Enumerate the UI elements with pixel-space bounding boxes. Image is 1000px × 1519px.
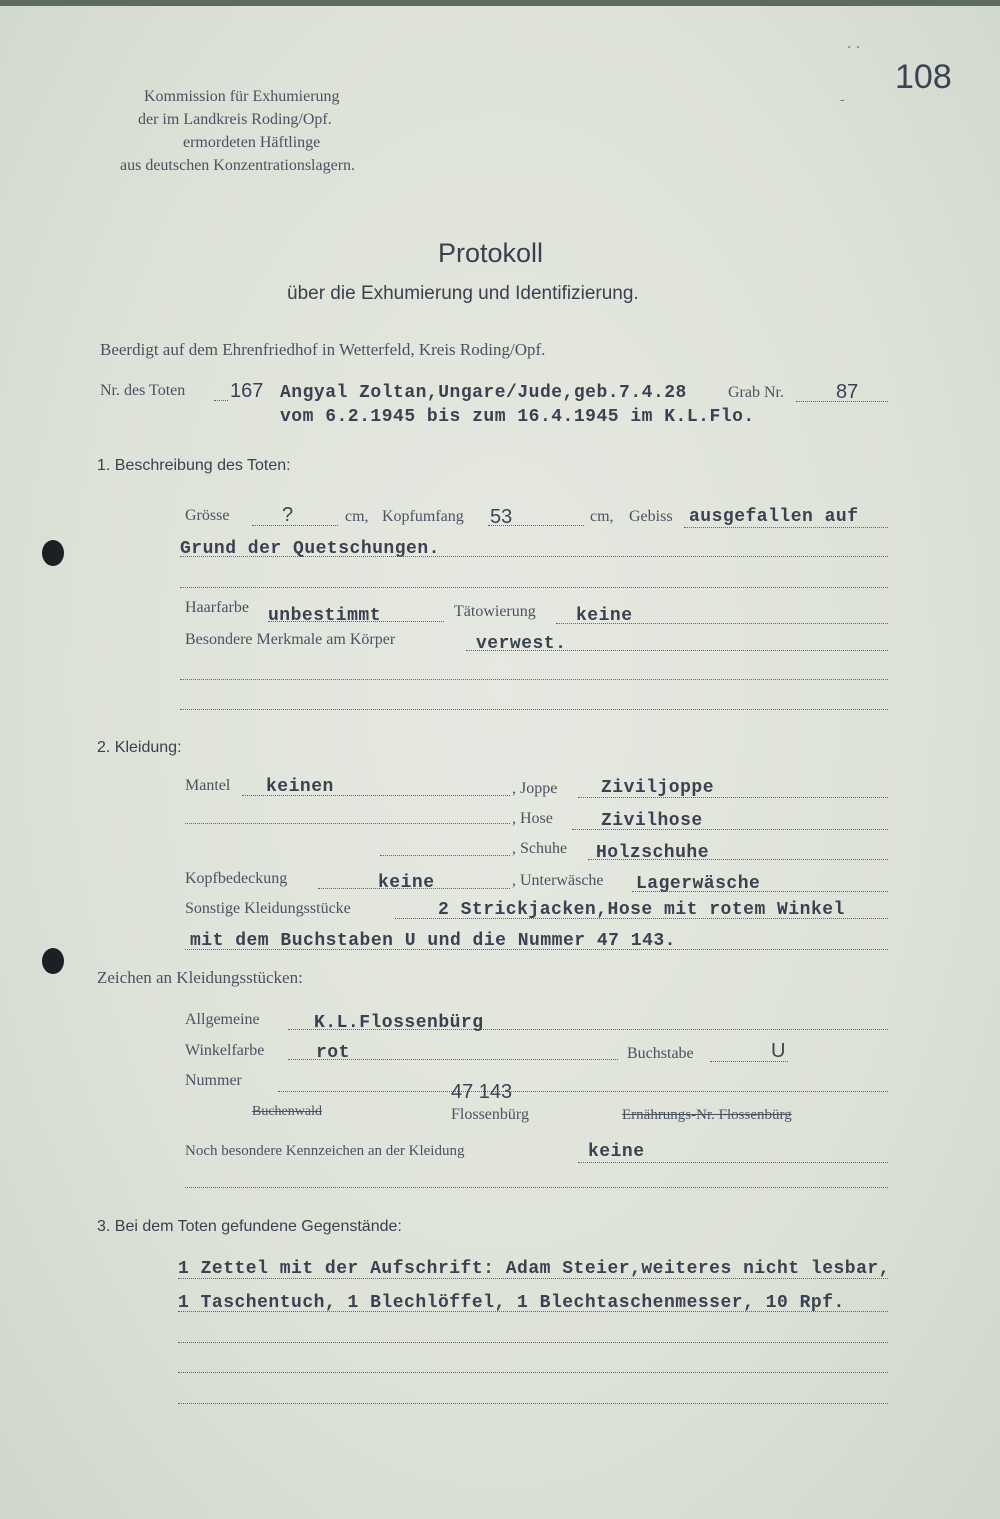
person-entry: Angyal Zoltan,Ungare/Jude,geb.7.4.28 <box>280 383 687 403</box>
burial-label: Beerdigt auf dem Ehrenfriedhof in Wetterfeld, Kreis Roding/Opf. <box>100 340 546 359</box>
general-value: K.L.Flossenbürg <box>314 1013 484 1033</box>
hair-label: Haarfarbe <box>185 599 249 616</box>
section-1-heading: 1. Beschreibung des Toten: <box>97 457 291 474</box>
nr-value: 167 <box>230 380 264 402</box>
other-clothing-value: 2 Strickjacken,Hose mit rotem Winkel <box>438 900 845 920</box>
headwear-label: Kopfbedeckung <box>185 870 288 887</box>
head-value: 53 <box>490 506 513 528</box>
column-flossenburg: Flossenbürg <box>451 1106 529 1123</box>
tattoo-label: Tätowierung <box>454 603 536 620</box>
grave-value: 87 <box>836 381 859 403</box>
marks-label: Besondere Merkmale am Körper <box>185 631 396 648</box>
jacket-value: Ziviljoppe <box>601 778 715 798</box>
other-clothing-label: Sonstige Kleidungsstücke <box>185 900 351 917</box>
headwear-value: keine <box>378 873 435 893</box>
badge-color-value: rot <box>316 1043 350 1063</box>
trousers-value: Zivilhose <box>601 811 703 831</box>
items-line-2: 1 Taschentuch, 1 Blechlöffel, 1 Blechtaschenmesser, 10 Rpf. <box>178 1293 845 1313</box>
jacket-label: , Joppe <box>512 780 558 797</box>
shoes-value: Holzschuhe <box>596 843 710 863</box>
page-number: 108 <box>895 58 952 96</box>
punch-hole <box>42 540 64 566</box>
underwear-label: , Unterwäsche <box>512 872 604 889</box>
number-value: 47 143 <box>451 1081 513 1103</box>
page-subtitle: über die Exhumierung und Identifizierung. <box>287 283 639 304</box>
cm-unit-1: cm, <box>345 508 369 525</box>
marks-value: verwest. <box>476 634 567 654</box>
commission-line-1: Kommission für Exhumierung <box>144 88 340 105</box>
head-label: Kopfumfang <box>382 508 464 525</box>
clothing-marks-heading: Zeichen an Kleidungsstücken: <box>97 968 303 987</box>
size-label: Grösse <box>185 507 230 524</box>
commission-line-4: aus deutschen Konzentrationslagern. <box>120 157 356 174</box>
badge-color-label: Winkelfarbe <box>185 1042 265 1059</box>
nr-label: Nr. des Toten <box>100 382 186 399</box>
general-label: Allgemeine <box>185 1011 260 1028</box>
stray-dots: · · <box>847 40 861 56</box>
section-2-heading: 2. Kleidung: <box>97 739 182 756</box>
number-label: Nummer <box>185 1072 242 1089</box>
trousers-label: , Hose <box>512 810 553 827</box>
hair-value: unbestimmt <box>268 606 382 626</box>
column-nutrition-number: Ernährungs-Nr. Flossenbürg <box>622 1107 792 1123</box>
items-line-1: 1 Zettel mit der Aufschrift: Adam Steier,weiteres nicht lesbar, <box>178 1259 891 1279</box>
teeth-label: Gebiss <box>629 508 673 525</box>
column-buchenwald: Buchenwald <box>252 1104 322 1119</box>
size-value: ? <box>282 504 294 526</box>
punch-hole <box>42 948 64 974</box>
letter-value: U <box>771 1040 786 1062</box>
shoes-label: , Schuhe <box>512 840 568 857</box>
other-clothing-continued: mit dem Buchstaben U und die Nummer 47 143. <box>190 931 676 951</box>
top-edge <box>0 0 1000 6</box>
stray-dash: - <box>840 92 845 108</box>
section-3-heading: 3. Bei dem Toten gefundene Gegenstände: <box>97 1218 402 1235</box>
teeth-continued: Grund der Quetschungen. <box>180 539 440 559</box>
page-title: Protokoll <box>438 238 544 268</box>
coat-label: Mantel <box>185 777 231 794</box>
letter-label: Buchstabe <box>627 1045 694 1062</box>
detention-period: vom 6.2.1945 bis zum 16.4.1945 im K.L.Flo. <box>280 407 755 427</box>
underwear-value: Lagerwäsche <box>636 874 761 894</box>
special-marks-label: Noch besondere Kennzeichen an der Kleidung <box>185 1143 465 1159</box>
tattoo-value: keine <box>576 606 633 626</box>
grave-label: Grab Nr. <box>728 384 784 401</box>
cm-unit-2: cm, <box>590 508 614 525</box>
teeth-value: ausgefallen auf <box>689 507 859 527</box>
special-marks-value: keine <box>588 1142 645 1162</box>
commission-line-2: der im Landkreis Roding/Opf. <box>138 111 332 128</box>
commission-line-3: ermordeten Häftlinge <box>183 134 321 151</box>
coat-value: keinen <box>266 777 334 797</box>
